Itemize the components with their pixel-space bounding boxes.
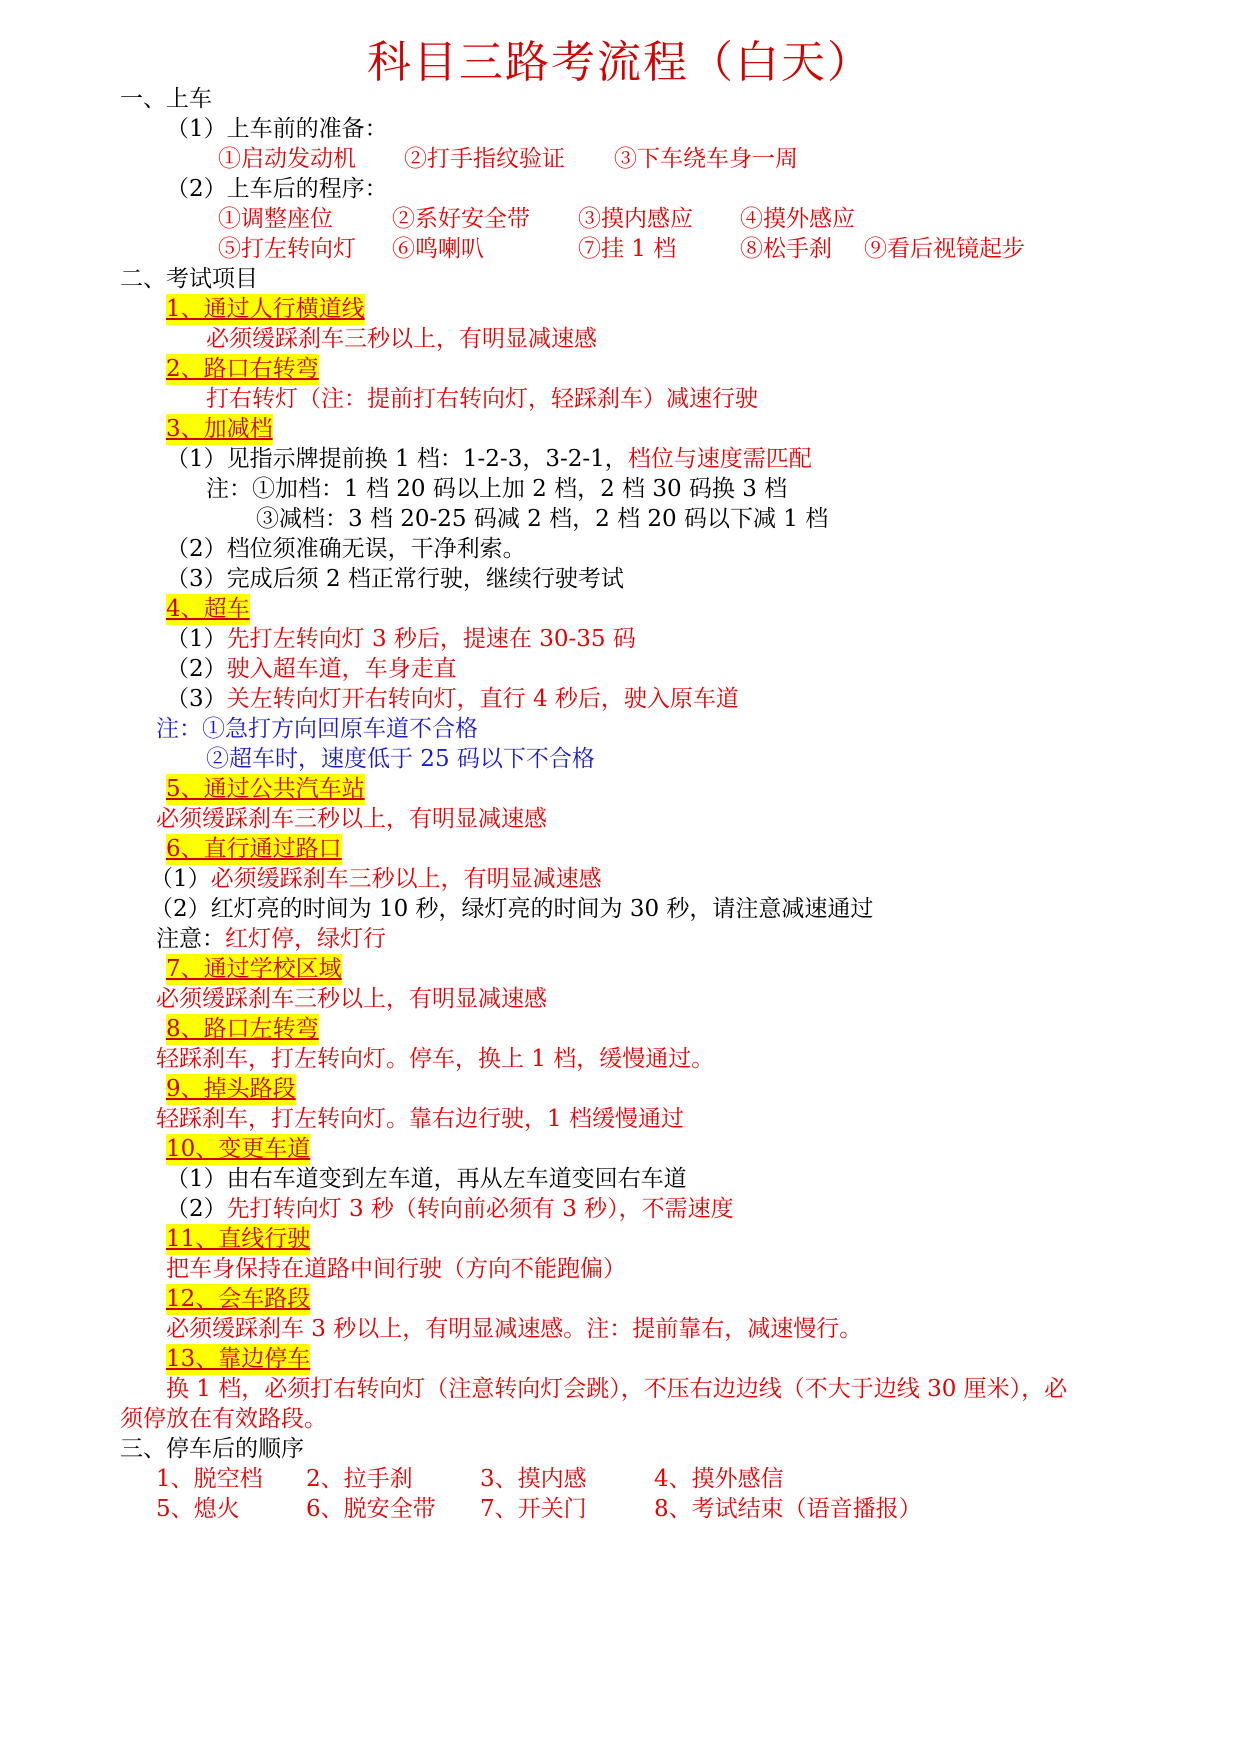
section-1-heading: 一、上车 <box>120 86 212 112</box>
item-3-line-1-highlight: 档位与速度需匹配 <box>627 446 812 472</box>
item-8-text: 轻踩刹车，打左转向灯。停车，换上 1 档，缓慢通过。 <box>156 1046 715 1072</box>
item-3-line-3: （3）完成后须 2 档正常行驶，继续行驶考试 <box>166 566 624 592</box>
item-3-line-1-text: （1）见指示牌提前换 1 档：1-2-3，3-2-1， <box>166 446 628 472</box>
item-8-title: 8、路口左转弯 <box>166 1014 319 1045</box>
item-6-note-prefix: 注意： <box>156 926 225 952</box>
section-3-heading: 三、停车后的顺序 <box>120 1436 304 1462</box>
post-step-4: ④摸外感应 <box>740 206 855 232</box>
item-1-title: 1、通过人行横道线 <box>166 294 365 325</box>
stop-step-8: 8、考试结束（语音播报） <box>654 1496 922 1522</box>
item-13-line-2: 须停放在有效路段。 <box>120 1406 327 1432</box>
post-boarding-label: （2）上车后的程序： <box>166 176 388 202</box>
stop-step-1: 1、脱空档 <box>156 1466 263 1492</box>
item-4-line-3 <box>166 684 739 715</box>
item-11-title: 11、直线行驶 <box>166 1224 310 1255</box>
post-step-2: ②系好安全带 <box>392 206 530 232</box>
item-1-text: 必须缓踩刹车三秒以上，有明显减速感 <box>206 326 597 352</box>
item-6-note-text: 红灯停，绿灯行 <box>225 926 386 952</box>
item-4-line-1 <box>166 624 636 655</box>
stop-step-4: 4、摸外感信 <box>654 1466 784 1492</box>
item-7-text: 必须缓踩刹车三秒以上，有明显减速感 <box>156 986 547 1012</box>
item-4-line-3-text: 关左转向灯开右转向灯，直行 4 秒后，驶入原车道 <box>226 686 739 712</box>
item-12-title: 12、会车路段 <box>166 1284 310 1315</box>
item-6-line-2: （2）红灯亮的时间为 10 秒，绿灯亮的时间为 30 秒，请注意减速通过 <box>150 896 874 922</box>
stop-step-6: 6、脱安全带 <box>306 1496 436 1522</box>
item-6-line-1 <box>150 864 602 895</box>
item-10-title: 10、变更车道 <box>166 1134 310 1165</box>
item-10-line-2 <box>166 1194 734 1225</box>
item-3-title: 3、加减档 <box>166 414 273 445</box>
pre-boarding-label: （1）上车前的准备： <box>166 116 388 142</box>
item-10-line-2-prefix: （2） <box>166 1196 227 1222</box>
item-6-line-1-prefix: （1） <box>150 866 211 892</box>
item-4-line-3-prefix: （3） <box>166 686 227 712</box>
item-3-note-2: ③减档：3 档 20-25 码减 2 档，2 档 20 码以下减 1 档 <box>256 506 829 532</box>
pre-step-1: ①启动发动机 <box>218 146 356 172</box>
item-5-title: 5、通过公共汽车站 <box>166 774 365 805</box>
item-9-text: 轻踩刹车，打左转向灯。靠右边行驶，1 档缓慢通过 <box>156 1106 684 1132</box>
item-3-line-2: （2）档位须准确无误，干净利索。 <box>166 536 526 562</box>
item-2-title: 2、路口右转弯 <box>166 354 319 385</box>
item-6-title: 6、直行通过路口 <box>166 834 342 865</box>
stop-step-3: 3、摸内感 <box>480 1466 587 1492</box>
item-10-line-2-text: 先打转向灯 3 秒（转向前必须有 3 秒），不需速度 <box>226 1196 734 1222</box>
item-4-note-1: 注：①急打方向回原车道不合格 <box>156 716 478 742</box>
item-6-note <box>156 924 386 955</box>
post-step-7: ⑦挂 1 档 <box>578 236 677 262</box>
stop-step-2: 2、拉手刹 <box>306 1466 413 1492</box>
item-9-title: 9、掉头路段 <box>166 1074 296 1105</box>
item-3-note-1: 注：①加档：1 档 20 码以上加 2 档，2 档 30 码换 3 档 <box>206 476 788 502</box>
post-step-8: ⑧松手刹 <box>740 236 832 262</box>
post-step-3: ③摸内感应 <box>578 206 693 232</box>
section-2-heading: 二、考试项目 <box>120 266 258 292</box>
item-4-title: 4、超车 <box>166 594 250 625</box>
item-5-text: 必须缓踩刹车三秒以上，有明显减速感 <box>156 806 547 832</box>
item-4-line-1-text: 先打左转向灯 3 秒后，提速在 30-35 码 <box>226 626 636 652</box>
item-11-text: 把车身保持在道路中间行驶（方向不能跑偏） <box>166 1256 626 1282</box>
item-2-text: 打右转灯（注：提前打右转向灯，轻踩刹车）减速行驶 <box>206 386 758 412</box>
item-13-title: 13、靠边停车 <box>166 1344 310 1375</box>
post-step-5: ⑤打左转向灯 <box>218 236 356 262</box>
pre-step-2: ②打手指纹验证 <box>404 146 565 172</box>
item-3-line-1 <box>166 444 812 475</box>
item-4-note-2: ②超车时，速度低于 25 码以下不合格 <box>206 746 595 772</box>
pre-step-3: ③下车绕车身一周 <box>614 146 798 172</box>
post-step-1: ①调整座位 <box>218 206 333 232</box>
item-6-line-1-text: 必须缓踩刹车三秒以上，有明显减速感 <box>210 866 602 892</box>
item-13-line-1: 换 1 档，必须打右转向灯（注意转向灯会跳），不压右边边线（不大于边线 30 厘米），必 <box>166 1376 1068 1402</box>
post-step-6: ⑥鸣喇叭 <box>392 236 484 262</box>
item-4-line-2 <box>166 654 457 685</box>
stop-step-5: 5、熄火 <box>156 1496 240 1522</box>
page-title: 科目三路考流程（白天） <box>367 37 873 88</box>
item-4-line-1-prefix: （1） <box>166 626 227 652</box>
stop-step-7: 7、开关门 <box>480 1496 587 1522</box>
item-10-line-1: （1）由右车道变到左车道，再从左车道变回右车道 <box>166 1166 687 1192</box>
item-4-line-2-text: 驶入超车道，车身走直 <box>226 656 457 682</box>
item-7-title: 7、通过学校区域 <box>166 954 342 985</box>
item-4-line-2-prefix: （2） <box>166 656 227 682</box>
post-step-9: ⑨看后视镜起步 <box>864 236 1025 262</box>
item-12-text: 必须缓踩刹车 3 秒以上，有明显减速感。注：提前靠右，减速慢行。 <box>166 1316 863 1342</box>
